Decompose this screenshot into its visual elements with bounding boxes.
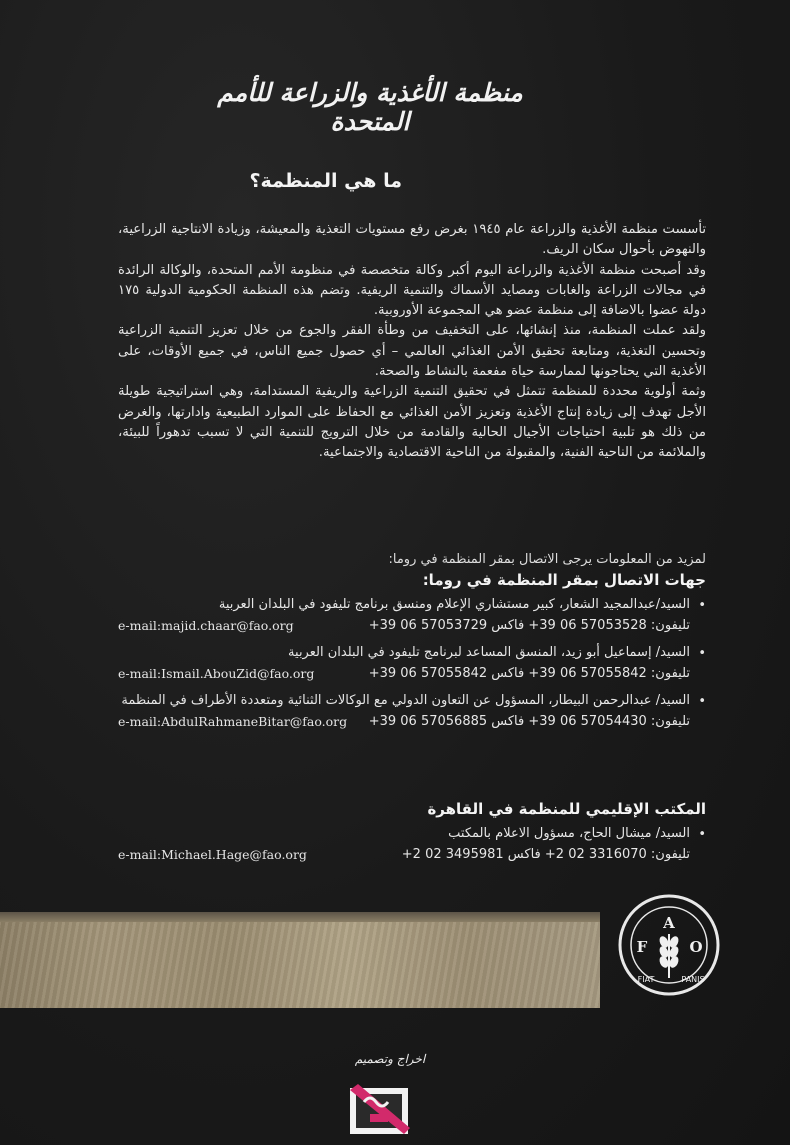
bullet-icon: • — [698, 694, 706, 709]
contact-intro: لمزيد من المعلومات يرجى الاتصال بمقر المنظمة في روما: — [388, 552, 706, 567]
contact-entry — [118, 691, 706, 733]
wheat-icon — [659, 934, 679, 978]
contact-name: السيد/عبدالمجيد الشعار، كبير مستشاري الإعلام ومنسق برنامج تليفود في البلدان العربية — [218, 597, 690, 612]
fao-logo — [616, 892, 722, 998]
logo-letter-f: F — [636, 938, 648, 956]
section-heading: ما هي المنظمة؟ — [249, 170, 402, 192]
paragraph: وثمة أولوية محددة للمنظمة تتمثل في تحقيق التنمية الزراعية والريفية المستدامة، وهي استراتيجية طويلة الأجل تهدف إلى زيادة إنتاج الأغذية وتعزيز الأمن الغذائي مع الحفاظ على الموارد الطبيعية وادارتها، والغرض من ذلك هو تلبية احتياجات الأجيال الحالية والقادمة من خلال الترويج للتنمية التي لا تسبب تدهوراً للبيئة، والملائمة من الناحية الفنية، والمقبولة من الناحية الاقتصادية والاجتماعية. — [118, 384, 706, 461]
bullet-icon: • — [698, 646, 706, 661]
bullet-icon: • — [698, 827, 706, 842]
stripe-edge — [0, 912, 600, 922]
contact-name: السيد/ إسماعيل أبو زيد، المنسق المساعد لبرنامج تليفود في البلدان العربية — [288, 645, 690, 660]
paragraph: ولقد عملت المنظمة، منذ إنشائها، على التخفيف من وطأة الفقر والجوع من خلال تعزيز التنمية الزراعية وتحسين التغذية، ومتابعة تحقيق الأمن الغذائي العالمي – أي حصول جميع الناس، في جميع الأوقات، على الأغذية التي يحتاجونها لممارسة حياة مفعمة بالنشاط والصحة. — [118, 323, 706, 380]
contact-entry — [118, 643, 706, 685]
contact-details — [118, 844, 690, 866]
rome-contacts-heading: جهات الاتصال بمقر المنظمة في روما: — [422, 571, 706, 589]
contact-entry — [118, 595, 706, 637]
design-credit: اخراج وتصميم — [354, 1052, 426, 1066]
contact-details — [118, 663, 690, 685]
rome-contacts-section — [118, 552, 706, 739]
bullet-icon: • — [698, 598, 706, 613]
logo-motto-right: PANIS — [681, 975, 705, 984]
contact-email[interactable]: e-mail:Ismail.AbouZid@fao.org — [118, 666, 315, 681]
contact-name: السيد/ عبدالرحمن البيطار، المسؤول عن التعاون الدولي مع الوكالات الثنائية ومتعددة الأطراف في المنظمة — [121, 693, 690, 708]
contact-name: السيد/ ميشال الحاج، مسؤول الاعلام بالمكتب — [448, 826, 690, 841]
logo-letter-o: O — [689, 938, 703, 956]
cairo-office-section — [118, 800, 706, 872]
contact-email[interactable]: e-mail:majid.chaar@fao.org — [118, 618, 294, 633]
logo-letter-a: A — [663, 914, 675, 932]
decorative-stripe — [0, 912, 600, 1008]
logo-motto-left: FIAT — [637, 975, 655, 984]
contact-phone: تليفون: 57054430 06 39+ فاكس 57056885 06 39+ — [368, 714, 690, 729]
contact-phone: تليفون: 57053528 06 39+ فاكس 57053729 06 39+ — [368, 618, 690, 633]
organization-title: منظمة الأغذية والزراعة للأمم المتحدة — [217, 78, 523, 136]
designer-logo — [344, 1080, 414, 1138]
contact-phone: تليفون: 3316070 02 2+ فاكس 3495981 02 2+ — [401, 847, 690, 862]
paragraph: تأسست منظمة الأغذية والزراعة عام ١٩٤٥ بغرض رفع مستويات التغذية والمعيشة، وزيادة الانتاجية الزراعية، والنهوض بأحوال سكان الريف. — [118, 222, 707, 258]
paragraph: وقد أصبحت منظمة الأغذية والزراعة اليوم أكبر وكالة متخصصة في منظومة الأمم المتحدة، والوكالة الرائدة في مجالات الزراعة والغابات ومصايد الأسماك والتنمية الريفية. وتضم هذه المنظمة الحكومية الدولية ١٧٥ دولة عضوا بالاضافة إلى منظمة عضو هي المجموعة الأوروبية. — [118, 262, 706, 319]
intro-text — [118, 220, 706, 464]
contact-email[interactable]: e-mail:AbdulRahmaneBitar@fao.org — [118, 714, 348, 729]
contact-phone: تليفون: 57055842 06 39+ فاكس 57055842 06 39+ — [368, 666, 690, 681]
contact-email[interactable]: e-mail:Michael.Hage@fao.org — [118, 847, 307, 862]
contact-details — [118, 711, 690, 733]
contact-details — [118, 615, 690, 637]
cairo-office-heading: المكتب الإقليمي للمنظمة في القاهرة — [427, 800, 706, 818]
contact-entry — [118, 824, 706, 866]
